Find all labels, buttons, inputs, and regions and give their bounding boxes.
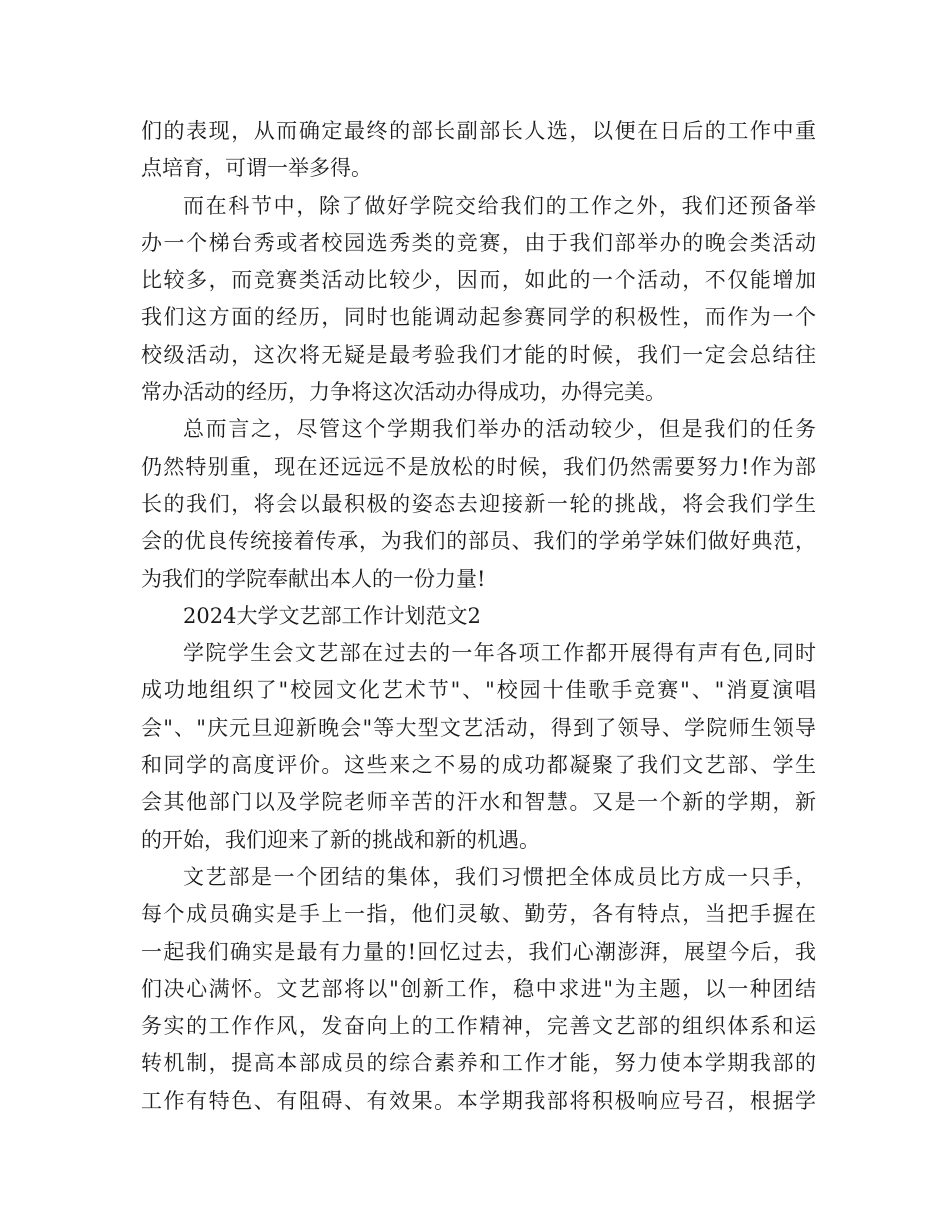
- text-line: 校级活动，这次将无疑是最考验我们才能的时候，我们一定会总结往: [141, 342, 816, 367]
- text-line: 务实的工作作风，发奋向上的工作精神，完善文艺部的组织体系和运: [141, 1014, 816, 1039]
- text-line: 会的优良传统接着传承，为我们的部员、我们的学弟学妹们做好典范，: [141, 529, 816, 554]
- section-heading: 2024大学文艺部工作计划范文2: [183, 603, 481, 628]
- document-body: [141, 113, 816, 1120]
- text-line: 会"、"庆元旦迎新晚会"等大型文艺活动，得到了领导、学院师生领导: [141, 715, 816, 740]
- text-line: 成功地组织了"校园文化艺术节"、"校园十佳歌手竞赛"、"消夏演唱: [141, 678, 816, 703]
- text-line: 我们这方面的经历，同时也能调动起参赛同学的积极性，而作为一个: [141, 305, 816, 330]
- text-line: 仍然特别重，现在还远远不是放松的时候，我们仍然需要努力!作为部: [141, 454, 816, 479]
- text-line: 每个成员确实是手上一指，他们灵敏、勤劳，各有特点，当把手握在: [141, 902, 816, 927]
- text-line: 会其他部门以及学院老师辛苦的汗水和智慧。又是一个新的学期，新: [141, 790, 816, 815]
- text-line: 工作有特色、有阻碍、有效果。本学期我部将积极响应号召，根据学: [141, 1088, 816, 1113]
- text-line: 常办活动的经历，力争将这次活动办得成功，办得完美。: [141, 380, 666, 405]
- paragraph-first-line: 文艺部是一个团结的集体，我们习惯把全体成员比方成一只手，: [183, 864, 816, 889]
- text-line: 比较多，而竞赛类活动比较少，因而，如此的一个活动，不仅能增加: [141, 268, 816, 293]
- paragraph-first-line: 学院学生会文艺部在过去的一年各项工作都开展得有声有色,同时: [183, 641, 816, 666]
- text-line: 们的表现，从而确定最终的部长副部长人选，以便在日后的工作中重: [141, 119, 816, 143]
- text-line: 点培育，可谓一举多得。: [141, 156, 372, 181]
- paragraph-first-line: 总而言之，尽管这个学期我们举办的活动较少，但是我们的任务: [183, 417, 816, 442]
- text-line: 为我们的学院奉献出本人的一份力量!: [141, 566, 486, 591]
- text-line: 的开始，我们迎来了新的挑战和新的机遇。: [141, 827, 540, 852]
- text-line: 们决心满怀。文艺部将以"创新工作，稳中求进"为主题，以一种团结: [141, 976, 816, 1001]
- text-line: 长的我们，将会以最积极的姿态去迎接新一轮的挑战，将会我们学生: [141, 491, 816, 516]
- text-line: 办一个梯台秀或者校园选秀类的竞赛，由于我们部举办的晚会类活动: [141, 230, 816, 255]
- text-line: 转机制，提高本部成员的综合素养和工作才能，努力使本学期我部的: [141, 1051, 816, 1076]
- text-line: 和同学的高度评价。这些来之不易的成功都凝聚了我们文艺部、学生: [141, 753, 816, 778]
- text-line: 一起我们确实是最有力量的!回忆过去，我们心潮澎湃，展望今后，我: [141, 939, 816, 964]
- paragraph-first-line: 而在科节中，除了做好学院交给我们的工作之外，我们还预备举: [183, 193, 816, 218]
